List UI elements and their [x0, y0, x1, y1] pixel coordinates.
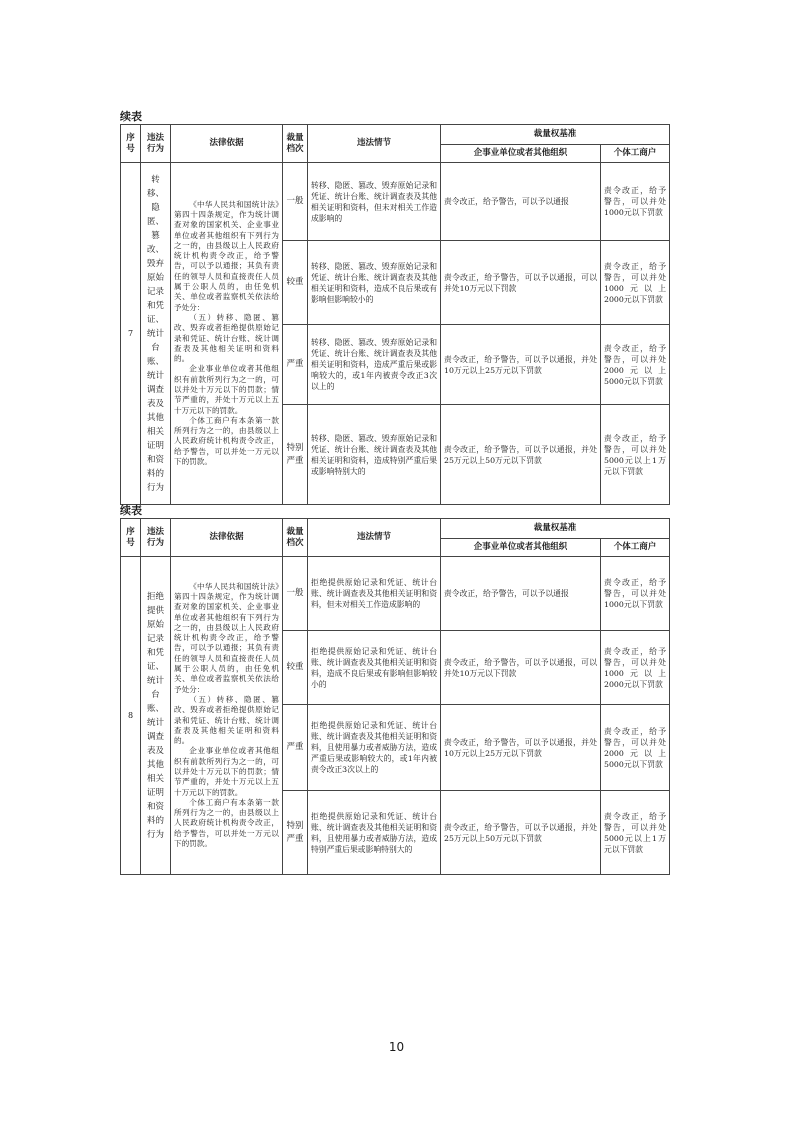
plot-cell: 拒绝提供原始记录和凭证、统计台账、统计调查表及其他相关证明和资料，且使用暴力或者威胁方法，造成严重后果或影响较大的，或1年内被责令改正3次以上的	[308, 705, 441, 791]
individual-penalty-cell: 责令改正，给予警告，可以并处1000元以下罚款	[601, 557, 670, 631]
level-cell: 严重	[283, 325, 308, 405]
plot-cell: 转移、隐匿、篡改、毁弃原始记录和凭证、统计台账、统计调查表及其他相关证明和资料，但未对相关工作造成影响的	[308, 163, 441, 241]
header-plot: 违法情节	[308, 125, 441, 163]
violation-behavior: 转移、隐匿、篡改、毁弃原始记录和凭证、统计台账、统计调查表及其他相关证明和资料的行为	[141, 163, 171, 505]
level-cell: 特别严重	[283, 791, 308, 875]
header-behavior: 违法行为	[141, 519, 171, 557]
seq-number: 7	[121, 163, 141, 505]
page-number: 10	[388, 1040, 405, 1054]
enterprise-penalty-cell: 责令改正，给予警告，可以予以通报	[441, 163, 601, 241]
plot-cell: 拒绝提供原始记录和凭证、统计台账、统计调查表及其他相关证明和资料，但未对相关工作造成影响的	[308, 557, 441, 631]
individual-penalty-cell: 责令改正，给予警告，可以并处2000元以上5000元以下罚款	[601, 325, 670, 405]
individual-penalty-cell: 责令改正，给予警告，可以并处1000元以上2000元以下罚款	[601, 241, 670, 325]
header-level: 裁量档次	[283, 519, 308, 557]
header-level: 裁量档次	[283, 125, 308, 163]
header-plot: 违法情节	[308, 519, 441, 557]
basis-paragraph: 个体工商户有本条第一款所列行为之一的，由县级以上人民政府统计机构责令改正，给予警告，可以并处一万元以下的罚款。	[174, 415, 279, 467]
individual-penalty-cell: 责令改正，给予警告，可以并处5000元以上1万元以下罚款	[601, 791, 670, 875]
legal-basis	[171, 163, 283, 505]
table-caption: 续表	[120, 110, 142, 123]
header-enterprise: 企事业单位或者其他组织	[441, 539, 601, 557]
enterprise-penalty-cell: 责令改正，给予警告，可以予以通报，并处10万元以上25万元以下罚款	[441, 705, 601, 791]
level-cell: 较重	[283, 631, 308, 705]
plot-cell: 转移、隐匿、篡改、毁弃原始记录和凭证、统计台账、统计调查表及其他相关证明和资料，造成特别严重后果或影响特别大的	[308, 405, 441, 505]
plot-cell: 拒绝提供原始记录和凭证、统计台账、统计调查表及其他相关证明和资料，造成不良后果或有影响但影响较小的	[308, 631, 441, 705]
legal-basis	[171, 557, 283, 875]
enterprise-penalty-cell: 责令改正，给予警告，可以予以通报，可以并处10万元以下罚款	[441, 241, 601, 325]
level-cell: 一般	[283, 557, 308, 631]
enterprise-penalty-cell: 责令改正，给予警告，可以予以通报，可以并处10万元以下罚款	[441, 631, 601, 705]
header-basis: 法律依据	[171, 519, 283, 557]
enterprise-penalty-cell: 责令改正，给予警告，可以予以通报，并处25万元以上50万元以下罚款	[441, 791, 601, 875]
individual-penalty-cell: 责令改正，给予警告，可以并处1000元以下罚款	[601, 163, 670, 241]
level-cell: 严重	[283, 705, 308, 791]
basis-paragraph: 企业事业单位或者其他组织有前款所列行为之一的，可以并处十万元以下的罚款；情节严重的，并处十万元以上五十万元以下的罚款。	[174, 364, 279, 415]
basis-paragraph: （五）转移、隐匿、篡改、毁弃或者拒绝提供原始记录和凭证、统计台账、统计调查表及其他相关证明和资料的。	[174, 694, 279, 746]
header-individual: 个体工商户	[601, 145, 670, 163]
table-row	[121, 557, 670, 631]
table-caption: 续表	[120, 504, 142, 517]
header-seq: 序号	[121, 519, 141, 557]
basis-paragraph: （五）转移、隐匿、篡改、毁弃或者拒绝提供原始记录和凭证、统计台账、统计调查表及其他相关证明和资料的。	[174, 312, 279, 364]
enterprise-penalty-cell: 责令改正，给予警告，可以予以通报，并处10万元以上25万元以下罚款	[441, 325, 601, 405]
header-seq: 序号	[121, 125, 141, 163]
penalty-benchmark-table-7	[120, 124, 670, 505]
header-basis: 法律依据	[171, 125, 283, 163]
basis-paragraph: 《中华人民共和国统计法》第四十四条规定，作为统计调查对象的国家机关、企业事业单位或者其他组织有下列行为之一的，由县级以上人民政府统计机构责令改正，给予警告，可以予以通报；其负有责任的领导人员和直接责任人员属于公职人员的，由任免机关、单位或者监察机关依法给予处分：	[174, 199, 279, 312]
plot-cell: 拒绝提供原始记录和凭证、统计台账、统计调查表及其他相关证明和资料，且使用暴力或者威胁方法，造成特别严重后果或影响特别大的	[308, 791, 441, 875]
header-enterprise: 企事业单位或者其他组织	[441, 145, 601, 163]
seq-number: 8	[121, 557, 141, 875]
header-benchmark: 裁量权基准	[441, 519, 670, 539]
header-benchmark: 裁量权基准	[441, 125, 670, 145]
plot-cell: 转移、隐匿、篡改、毁弃原始记录和凭证、统计台账、统计调查表及其他相关证明和资料，造成不良后果或有影响但影响较小的	[308, 241, 441, 325]
level-cell: 较重	[283, 241, 308, 325]
basis-paragraph: 《中华人民共和国统计法》第四十四条规定，作为统计调查对象的国家机关、企业事业单位或者其他组织有下列行为之一的，由县级以上人民政府统计机构责令改正，给予警告，可以予以通报；其负有责任的领导人员和直接责任人员属于公职人员的，由任免机关、单位或者监察机关依法给予处分：	[174, 581, 279, 694]
basis-paragraph: 企业事业单位或者其他组织有前款所列行为之一的，可以并处十万元以下的罚款；情节严重的，并处十万元以上五十万元以下的罚款。	[174, 746, 279, 797]
table-row	[121, 163, 670, 241]
enterprise-penalty-cell: 责令改正，给予警告，可以予以通报，并处25万元以上50万元以下罚款	[441, 405, 601, 505]
individual-penalty-cell: 责令改正，给予警告，可以并处2000元以上5000元以下罚款	[601, 705, 670, 791]
header-individual: 个体工商户	[601, 539, 670, 557]
level-cell: 一般	[283, 163, 308, 241]
level-cell: 特别严重	[283, 405, 308, 505]
header-behavior: 违法行为	[141, 125, 171, 163]
violation-behavior: 拒绝提供原始记录和凭证、统计台账、统计调查表及其他相关证明和资料的行为	[141, 557, 171, 875]
plot-cell: 转移、隐匿、篡改、毁弃原始记录和凭证、统计台账、统计调查表及其他相关证明和资料，造成严重后果或影响较大的，或1年内被责令改正3次以上的	[308, 325, 441, 405]
penalty-benchmark-table-8	[120, 518, 670, 875]
basis-paragraph: 个体工商户有本条第一款所列行为之一的，由县级以上人民政府统计机构责令改正，给予警告，可以并处一万元以下的罚款。	[174, 797, 279, 849]
individual-penalty-cell: 责令改正，给予警告，可以并处5000元以上1万元以下罚款	[601, 405, 670, 505]
enterprise-penalty-cell: 责令改正，给予警告，可以予以通报	[441, 557, 601, 631]
individual-penalty-cell: 责令改正，给予警告，可以并处1000元以上2000元以下罚款	[601, 631, 670, 705]
